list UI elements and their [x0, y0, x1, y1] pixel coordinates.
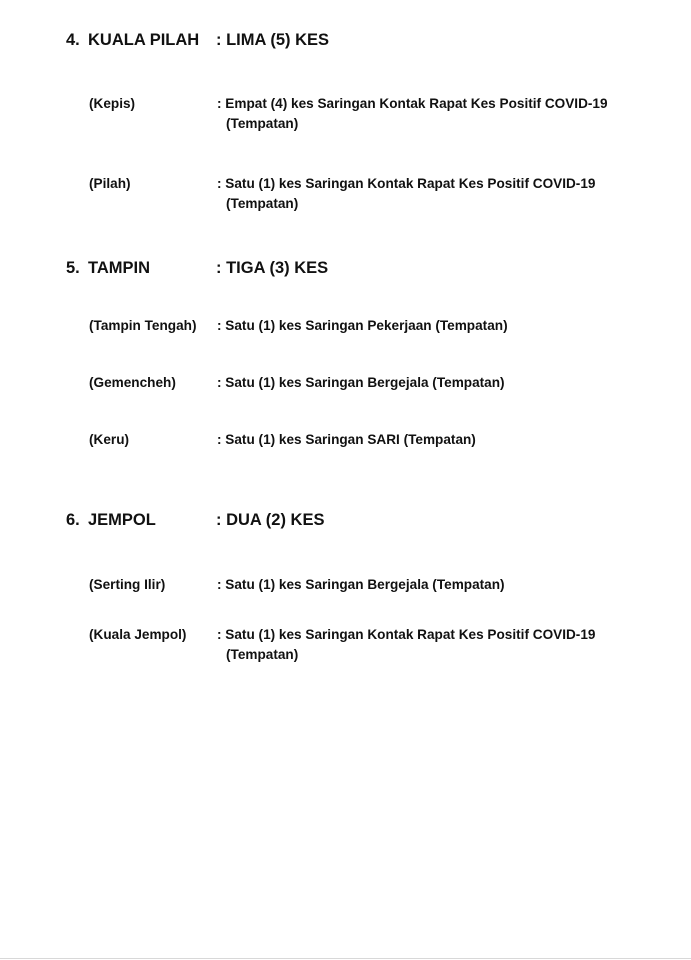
area-description: : Satu (1) kes Saringan Pekerjaan (Tempatan) — [217, 318, 508, 333]
area-description: : Empat (4) kes Saringan Kontak Rapat Kes Positif COVID-19 — [217, 96, 608, 111]
area-description-continued: (Tempatan) — [226, 647, 299, 662]
area-description-continued: (Tempatan) — [226, 196, 299, 211]
area-name: (Kuala Jempol) — [89, 627, 187, 642]
area-name: (Serting Ilir) — [89, 577, 166, 592]
area-name: (Keru) — [89, 432, 130, 447]
district-name: TAMPIN — [88, 259, 151, 277]
district-number: 4. — [66, 31, 80, 49]
area-description: : Satu (1) kes Saringan Bergejala (Tempatan) — [217, 375, 505, 390]
area-description: : Satu (1) kes Saringan Kontak Rapat Kes Positif COVID-19 — [217, 627, 596, 642]
area-description: : Satu (1) kes Saringan Bergejala (Tempatan) — [217, 577, 505, 592]
area-name: (Gemencheh) — [89, 375, 176, 390]
area-description: : Satu (1) kes Saringan Kontak Rapat Kes Positif COVID-19 — [217, 176, 596, 191]
area-name: (Tampin Tengah) — [89, 318, 197, 333]
district-number: 5. — [66, 259, 80, 277]
district-total: : LIMA (5) KES — [216, 31, 330, 49]
district-total: : TIGA (3) KES — [216, 259, 329, 277]
district-name: JEMPOL — [88, 511, 156, 529]
district-number: 6. — [66, 511, 80, 529]
area-name: (Pilah) — [89, 176, 131, 191]
district-total: : DUA (2) KES — [216, 511, 325, 529]
area-name: (Kepis) — [89, 96, 136, 111]
page-bottom-divider — [0, 958, 691, 959]
area-description: : Satu (1) kes Saringan SARI (Tempatan) — [217, 432, 476, 447]
district-name: KUALA PILAH — [88, 31, 200, 49]
area-description-continued: (Tempatan) — [226, 116, 299, 131]
